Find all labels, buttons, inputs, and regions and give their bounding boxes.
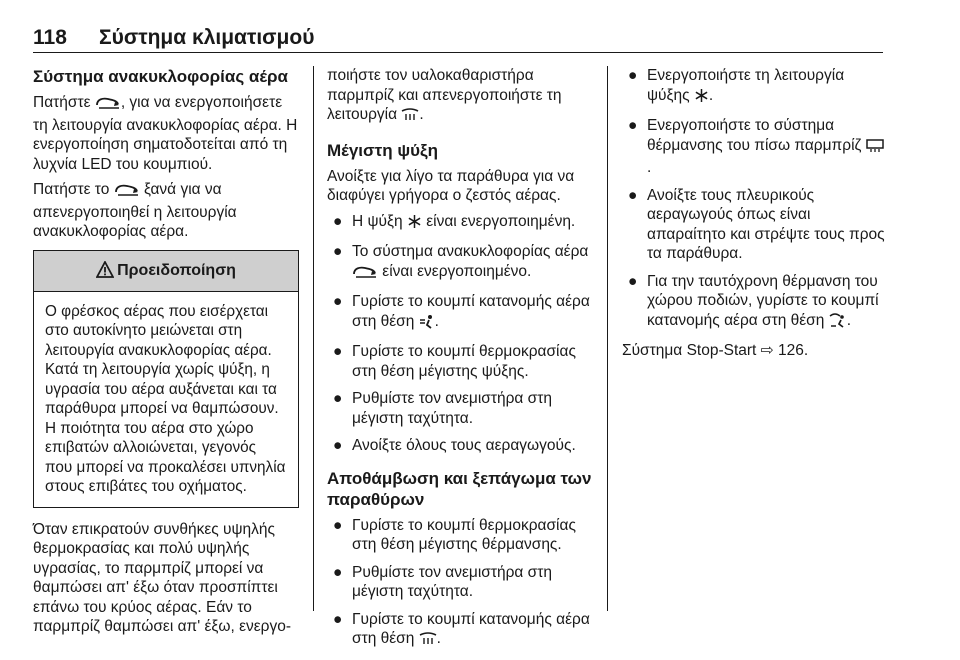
bullet-list	[327, 516, 593, 652]
recirculation-icon	[352, 265, 378, 285]
cross-reference: Σύστημα Stop-Start ⇨ 126.	[622, 342, 809, 359]
warning-triangle-icon	[96, 254, 114, 294]
column-divider-2	[607, 66, 608, 611]
warning-header	[34, 251, 298, 292]
list-item: ● Ενεργοποιήστε το σύστημα θέρμανσης του πίσω παρμπρίζ .	[622, 116, 887, 178]
paragraph: Πατήστε , για να ενεργοποιήσετε τη λειτουργία ανακυκλοφορίας αέρα. Η ενεργοποίηση σηματοδοτείται από τη λυχνία LED του κουμπιού.	[33, 94, 298, 173]
list-item: ● Ανοίξτε όλους τους αεραγωγούς.	[333, 437, 576, 454]
snowflake-icon	[407, 214, 422, 235]
list-item: ● Για την ταυτόχρονη θέρμανση του χώρου ποδιών, γυρίστε το κουμπί κατανομής αέρα στη θέση .	[622, 272, 887, 334]
warning-title: Προειδοποίηση	[117, 261, 236, 279]
recirculation-icon	[114, 183, 140, 203]
list-item: ● Το σύστημα ανακυκλοφορίας αέρα είναι ενεργοποιημένο.	[327, 242, 593, 284]
list-item: ● Γυρίστε το κουμπί θερμοκρασίας στη θέση μέγιστης θέρμανσης.	[333, 516, 576, 553]
bullet-list	[327, 212, 593, 456]
paragraph: Πατήστε το ξανά για να απενεργοποιηθεί η λειτουργία ανακυκλοφορίας αέρα.	[33, 181, 237, 240]
windscreen-defrost-icon	[401, 107, 419, 128]
arrow-right-icon: ⇨	[760, 342, 774, 359]
page-number: 118	[33, 26, 67, 49]
paragraph: Όταν επικρατούν συνθήκες υψηλής θερμοκρασίας και πολύ υψηλής υγρασίας, το παρμπρίζ μπορεί να θαμπώσει απ' έξω όταν προσπίπτει επάνω του κρύος αέρας. Εάν το παρμπρίζ θαμπώσει απ' έξω, ενεργο-	[33, 520, 291, 635]
column-divider-1	[313, 66, 314, 611]
foot-windscreen-icon	[829, 312, 847, 334]
recirculation-icon	[95, 96, 121, 116]
list-item: ● Ανοίξτε τους πλευρικούς αεραγωγούς όπως είναι απαραίτητο και στρέψτε τους προς τα παράθυρα.	[628, 186, 885, 262]
page-reference-link[interactable]: 126	[777, 342, 804, 359]
list-item: ● Ρυθμίστε τον ανεμιστήρα στη μέγιστη ταχύτητα.	[333, 390, 552, 427]
snowflake-icon	[694, 88, 709, 109]
windscreen-defrost-icon	[419, 631, 437, 652]
paragraph: Ανοίξτε για λίγο τα παράθυρα για να διαφύγει γρήγορα ο ζεστός αέρας.	[327, 167, 575, 204]
page-title: Σύστημα κλιματισμού	[99, 26, 315, 49]
rear-window-heater-icon	[866, 139, 884, 159]
header-rule	[33, 52, 883, 53]
warning-text: Ο φρέσκος αέρας που εισέρχεται στο αυτοκίνητο μειώνεται στη λειτουργία ανακυκλοφορίας αέρα. Κατά τη λειτουργία χωρίς ψύξη, η υγρασία του αέρα αυξάνεται και τα παράθυρα μπορεί να θαμπώσουν. Η ποιότητα του αέρα στο χώρο επιβατών αλλοιώνεται, γεγονός που μπορεί να προκαλέσει υπνηλία στους επιβάτες του οχήματος.	[45, 302, 286, 495]
page-header	[33, 24, 883, 52]
section-heading-max-cooling: Μέγιστη ψύξη	[327, 140, 438, 160]
column-2	[327, 66, 593, 660]
list-item: ● Ενεργοποιήστε τη λειτουργία ψύξης .	[622, 66, 887, 108]
section-heading-defrost: Αποθάμβωση και ξεπάγωμα των παραθύρων	[327, 468, 592, 509]
paragraph: ποιήστε τον υαλοκαθαριστήρα παρμπρίζ και απενεργοποιήστε τη λειτουργία .	[327, 66, 593, 128]
bullet-list	[622, 66, 887, 333]
column-1	[33, 66, 299, 643]
list-item: ● Γυρίστε το κουμπί κατανομής αέρα στη θέση .	[327, 610, 593, 652]
section-heading-recirculation: Σύστημα ανακυκλοφορίας αέρα	[33, 67, 288, 86]
list-item: ● Γυρίστε το κουμπί κατανομής αέρα στη θέση .	[327, 292, 593, 334]
column-3	[622, 66, 887, 367]
list-item: ● Γυρίστε το κουμπί θερμοκρασίας στη θέση μέγιστης ψύξης.	[333, 343, 576, 380]
warning-box	[33, 250, 299, 508]
list-item: ● Η ψύξη είναι ενεργοποιημένη.	[327, 212, 593, 235]
face-vent-icon	[419, 314, 435, 335]
list-item: ● Ρυθμίστε τον ανεμιστήρα στη μέγιστη ταχύτητα.	[333, 563, 552, 600]
